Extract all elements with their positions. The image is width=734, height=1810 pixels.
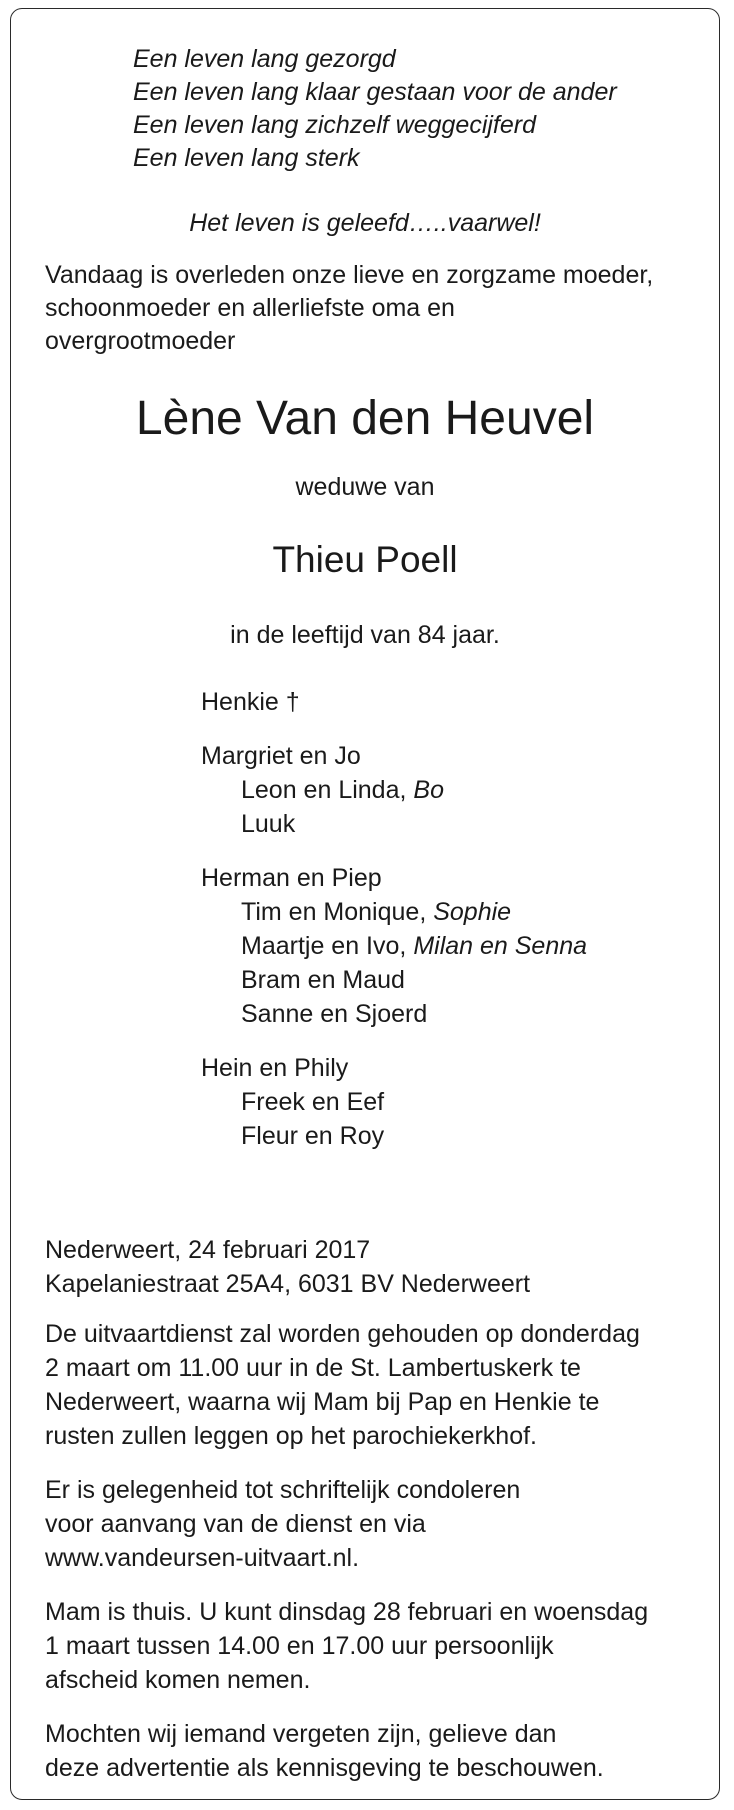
poem-line: Een leven lang sterk xyxy=(133,144,360,172)
family-list xyxy=(201,685,587,1173)
intro-text xyxy=(45,259,705,358)
family-parent: Margriet en Jo xyxy=(201,742,361,770)
farewell-line: Het leven is geleefd…..vaarwel! xyxy=(189,209,541,237)
family-child: Sanne en Sjoerd xyxy=(241,1000,428,1028)
intro-line: schoonmoeder en allerliefste oma en xyxy=(45,294,455,322)
visit-line: Mam is thuis. U kunt dinsdag 28 februari en woensdag xyxy=(45,1598,649,1626)
closing-paragraph xyxy=(45,1717,715,1785)
grandchild-names: Sophie xyxy=(433,898,512,926)
family-member: Henkie † xyxy=(201,688,300,716)
spouse-name: Thieu Poell xyxy=(272,539,458,580)
service-paragraph xyxy=(45,1317,715,1453)
deceased-name: Lène Van den Heuvel xyxy=(135,392,595,445)
age-text: in de leeftijd van 84 jaar. xyxy=(230,621,500,649)
closing-line: Mochten wij iemand vergeten zijn, gelieve dan xyxy=(45,1720,557,1748)
family-child xyxy=(201,895,587,929)
family-group xyxy=(201,861,587,1031)
condolence-line: Er is gelegenheid tot schriftelijk condoleren xyxy=(45,1476,521,1504)
service-line: 2 maart om 11.00 uur in de St. Lambertuskerk te xyxy=(45,1354,581,1382)
condolence-paragraph xyxy=(45,1473,715,1575)
place-date: Nederweert, 24 februari 2017 xyxy=(45,1236,371,1264)
family-group xyxy=(201,1051,587,1153)
child-names: Maartje en Ivo, xyxy=(241,932,414,960)
family-child: Bram en Maud xyxy=(241,966,405,994)
family-child: Luuk xyxy=(241,810,296,838)
family-child: Freek en Eef xyxy=(241,1088,385,1116)
intro-line: Vandaag is overleden onze lieve en zorgzame moeder, xyxy=(45,261,654,289)
child-names: Tim en Monique, xyxy=(241,898,434,926)
visit-line: 1 maart tussen 14.00 en 17.00 uur persoonlijk xyxy=(45,1632,554,1660)
family-group xyxy=(201,739,587,841)
family-child xyxy=(201,773,587,807)
poem xyxy=(133,43,617,175)
family-child xyxy=(201,929,587,963)
home-address: Kapelaniestraat 25A4, 6031 BV Nederweert xyxy=(45,1270,531,1298)
family-parent: Hein en Phily xyxy=(201,1054,349,1082)
condolence-line: voor aanvang van de dienst en via xyxy=(45,1510,426,1538)
grandchild-names: Milan en Senna xyxy=(413,932,588,960)
grandchild-names: Bo xyxy=(413,776,444,804)
intro-line: overgrootmoeder xyxy=(45,327,236,355)
family-parent: Herman en Piep xyxy=(201,864,382,892)
family-group xyxy=(201,685,587,719)
child-names: Leon en Linda, xyxy=(241,776,414,804)
poem-line: Een leven lang gezorgd xyxy=(133,45,396,73)
condolence-link: www.vandeursen-uitvaart.nl. xyxy=(45,1544,360,1572)
closing-line: deze advertentie als kennisgeving te beschouwen. xyxy=(45,1754,604,1782)
visit-paragraph xyxy=(45,1595,715,1697)
visit-line: afscheid komen nemen. xyxy=(45,1666,311,1694)
poem-line: Een leven lang klaar gestaan voor de ander xyxy=(133,78,617,106)
widow-label: weduwe van xyxy=(295,473,435,501)
place-address xyxy=(45,1233,715,1301)
details-section xyxy=(45,1233,715,1805)
obituary-card xyxy=(10,8,720,1800)
service-line: rusten zullen leggen op het parochiekerkhof. xyxy=(45,1422,537,1450)
service-line: De uitvaartdienst zal worden gehouden op donderdag xyxy=(45,1320,640,1348)
service-line: Nederweert, waarna wij Mam bij Pap en Henkie te xyxy=(45,1388,600,1416)
family-child: Fleur en Roy xyxy=(241,1122,385,1150)
poem-line: Een leven lang zichzelf weggecijferd xyxy=(133,111,537,139)
